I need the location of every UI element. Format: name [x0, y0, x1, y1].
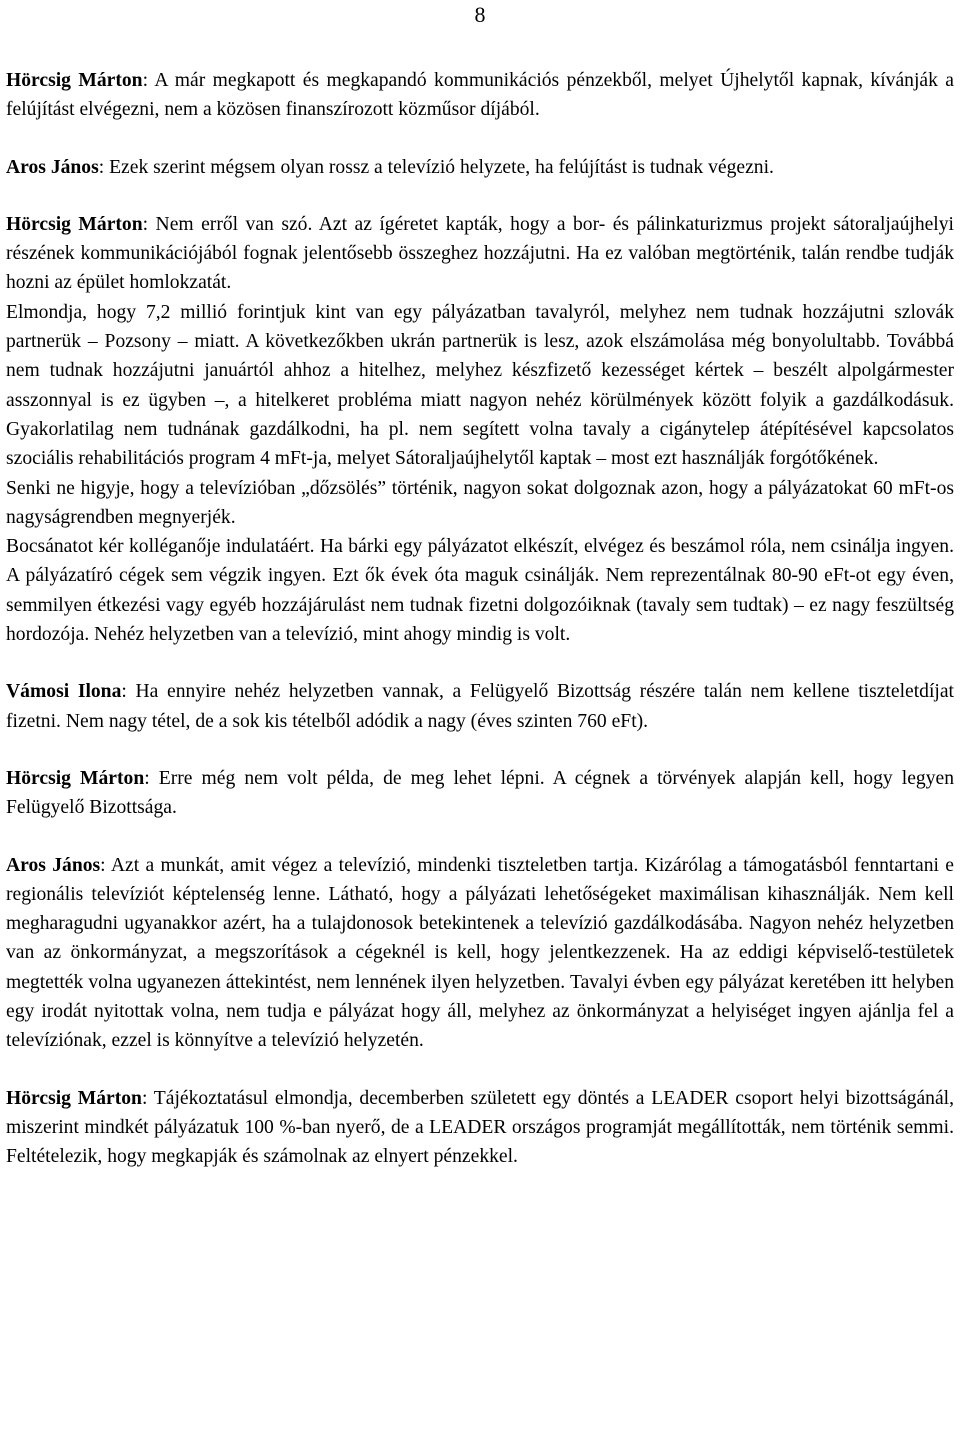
- paragraph-text: : Ezek szerint mégsem olyan rossz a televízió helyzete, ha felújítást is tudnak végezni.: [98, 156, 774, 178]
- paragraph-aros-1: [6, 153, 954, 182]
- paragraph-text: : Nem erről van szó. Azt az ígéretet kapták, hogy a bor- és pálinkaturizmus projekt sátoraljaújhelyi részének kommunikációjából fognak jelentősebb összeghez hozzájutni. Ha ez valóban megtörténik, talán rendbe tudják hozni az épület homlokzatát.: [6, 213, 954, 294]
- paragraph-text: : Azt a munkát, amit végez a televízió, mindenki tiszteletben tartja. Kizárólag a támogatásból fenntartani e regionális televíziót képtelenség lenne. Látható, hogy a pályázati lehetőségeket maximálisan kihasználják. Nem kell megharagudni ugyanakkor azért, ha a tulajdonosok betekintenek a televízió gazdálkodásába. Nagyon nehéz helyzetben van az önkormányzat, a megszorítások a cégeknél is kell, hogy jelentkezzenek. Ha az eddigi képviselő-testületek megtették volna ugyanezen áttekintést, nem lennének ilyen helyzetben. Tavalyi évben egy pályázat keretében itt helyben egy irodát nyitottak volna, nem tudja e pályázat hogy áll, melyhez az önkormányzat a helyiséget ingyen ajánlja fel a televíziónak, ezzel is könnyítve a televízió helyzetén.: [6, 854, 954, 1052]
- document-body: [6, 66, 954, 1172]
- paragraph-horcsig-2: [6, 210, 954, 298]
- page-number: 8: [474, 2, 486, 27]
- speaker-name: Vámosi Ilona: [6, 681, 122, 703]
- paragraph-continuation: Bocsánatot kér kolléganője indulatáért. Ha bárki egy pályázatot elkészít, elvégez és beszámol róla, nem csinálja ingyen. A pályázatíró cégek sem végzik ingyen. Ezt ők évek óta maguk csinálják. Nem reprezentálnak 80-90 eFt-ot egy éven, semmilyen étkezési vagy egyéb hozzájárulást nem tudnak fizetni dolgozóiknak (tavaly sem tudtak) – ez nagy feszültség hordozója. Nehéz helyzetben van a televízió, mint ahogy mindig is volt.: [6, 536, 954, 646]
- paragraph-vamosi-1: [6, 677, 954, 736]
- speaker-name: Hörcsig Márton: [6, 70, 143, 91]
- paragraph-text: : Tájékoztatásul elmondja, decemberben született egy döntés a LEADER csoport helyi bizottságánál, miszerint mindkét pályázatuk 100 %-ban nyerő, de a LEADER országos programját megállították, nem történik semmi. Feltételezik, hogy megkapják és számolnak az elnyert pénzekkel.: [6, 1087, 954, 1168]
- paragraph-text: : A már megkapott és megkapandó kommunikációs pénzekből, melyet Újhelytől kapnak, kívánják a felújítást elvégezni, nem a közösen finanszírozott közműsor díjából.: [6, 70, 954, 121]
- speaker-name: Hörcsig Márton: [6, 767, 145, 789]
- paragraph-horcsig-3: [6, 764, 954, 823]
- speaker-name: Aros János: [6, 156, 99, 178]
- speaker-name: Hörcsig Márton: [6, 1087, 142, 1109]
- speaker-name: Hörcsig Márton: [6, 213, 143, 235]
- paragraph-horcsig-4: [6, 1084, 954, 1172]
- speaker-name: Aros János: [6, 854, 101, 876]
- paragraph-continuation: Elmondja, hogy 7,2 millió forintjuk kint van egy pályázatban tavalyról, melyhez nem tudnak hozzájutni szlovák partnerük – Pozsony – miatt. A következőkben ukrán partnerük is lesz, azok elszámolása még bonyolultabb. Továbbá nem tudnak hozzájutni januártól ahhoz a hitelhez, melyhez készfizető kezességet kértek – beszélt alpolgármester asszonnyal is ez ügyben –, a hitelkeret probléma miatt nagyon nehéz körülmények között folyik a gazdálkodásuk. Gyakorlatilag nem tudnának gazdálkodni, ha pl. nem segített volna tavaly a cigánytelep átépítésével kapcsolatos szociális rehabilitációs program 4 mFt-ja, melyet Sátoraljaújhelytől kaptak – most ezt használják forgótőkének.: [6, 301, 954, 470]
- paragraph-continuation: Senki ne higyje, hogy a televízióban „dőzsölés” történik, nagyon sokat dolgoznak azon, hogy a pályázatokat 60 mFt-os nagyságrendben megnyerjék.: [6, 477, 954, 528]
- paragraph-text: : Erre még nem volt példa, de meg lehet lépni. A cégnek a törvények alapján kell, hogy legyen Felügyelő Bizottsága.: [6, 767, 954, 819]
- paragraph-horcsig-1: [6, 66, 954, 125]
- paragraph-aros-2: [6, 851, 954, 1056]
- paragraph-text: : Ha ennyire nehéz helyzetben vannak, a Felügyelő Bizottság részére talán nem kellene tiszteletdíjat fizetni. Nem nagy tétel, de a sok kis tételből adódik a nagy (éves szinten 760 eFt).: [6, 681, 955, 732]
